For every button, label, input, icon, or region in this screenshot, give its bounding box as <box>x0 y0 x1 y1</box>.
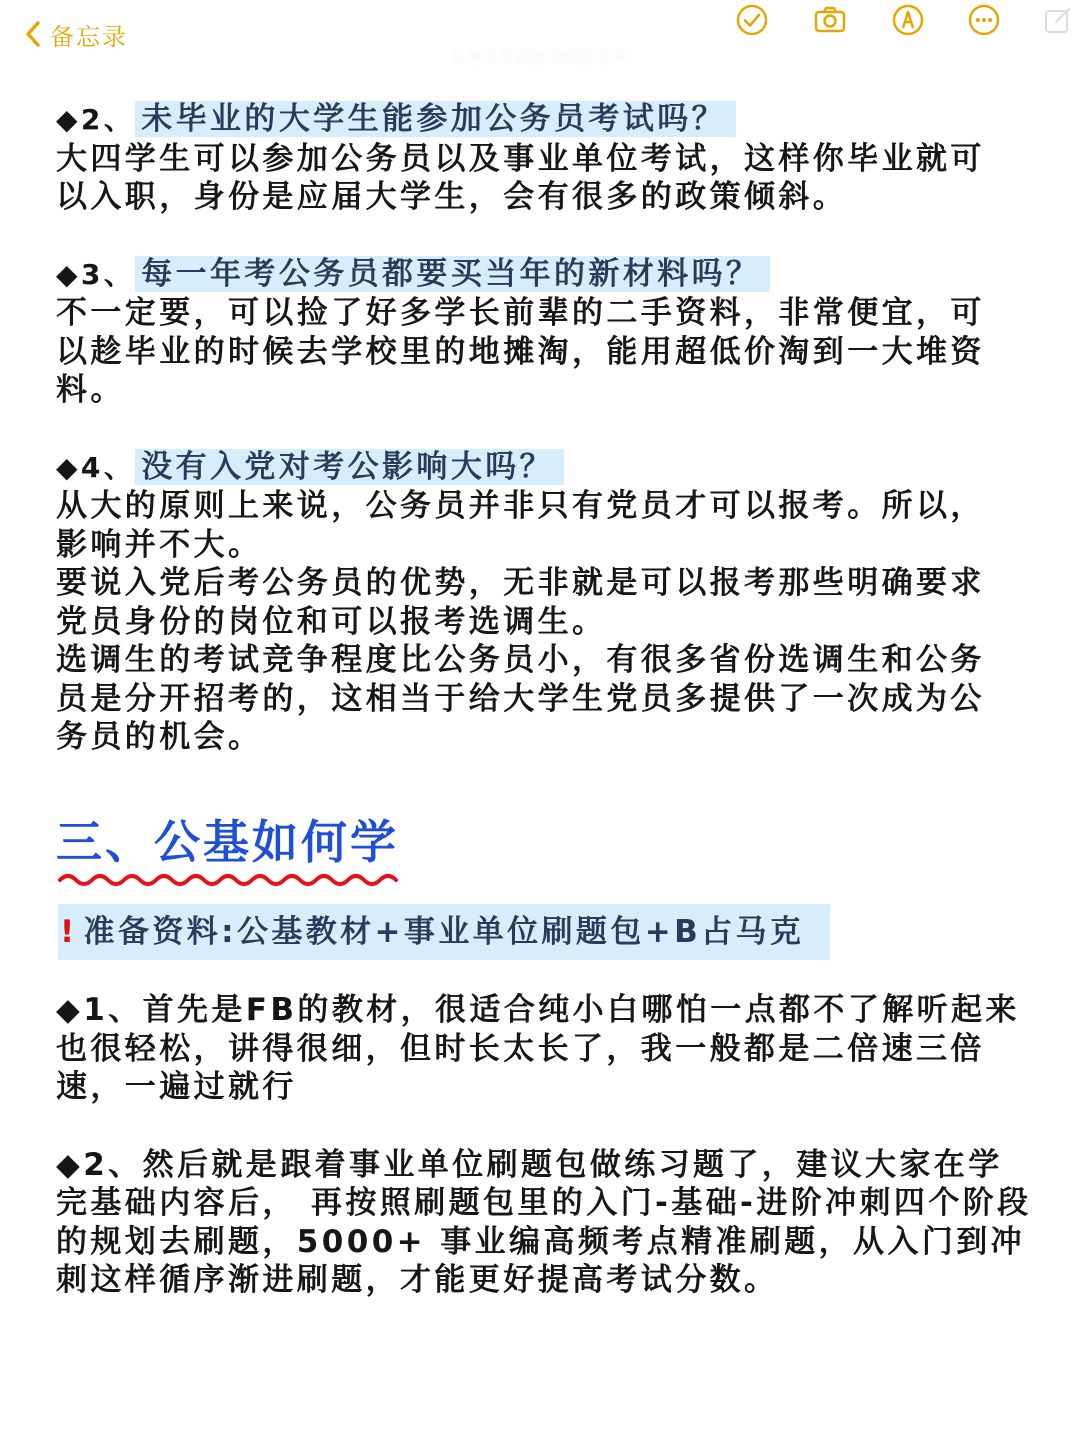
section-title: 三、公基如何学 <box>56 815 399 869</box>
answer-line: 务员的机会。 <box>56 719 263 755</box>
back-label: 备忘录 <box>50 22 128 51</box>
chevron-left-icon <box>22 19 44 49</box>
answer-line: 党员身份的岗位和可以报考选调生。 <box>56 603 607 640</box>
markup-button[interactable] <box>888 0 928 40</box>
qa-question: 每一年考公务员都要买当年的新材料吗？ <box>135 256 770 292</box>
more-ellipsis-icon <box>967 3 1001 37</box>
checkmark-circle-icon <box>735 3 769 37</box>
note-title-blurred: 公务员考试备考经验分享 <box>450 47 627 66</box>
steps-body[interactable] <box>56 991 1056 1300</box>
qa-number: ◆3、 <box>56 257 136 291</box>
step-line: 的规划去刷题，5000+ 事业编高频考点精准刷题，从入门到冲 <box>56 1223 1026 1260</box>
answer-line: 以入职，身份是应届大学生，会有很多的政策倾斜。 <box>56 179 848 215</box>
answer-line: 从大的原则上来说，公务员并非只有党员才可以报考。所以， <box>56 488 985 524</box>
step-item-2 <box>56 1146 1056 1300</box>
exclamation-icon: ! <box>60 914 78 950</box>
step-line: ◆1、首先是FB的教材，很适合纯小白哪怕一点都不了解听起来 <box>56 992 1020 1028</box>
answer-line: 影响并不大。 <box>56 526 263 563</box>
compose-button[interactable] <box>1038 0 1078 40</box>
answer-line: 员是分开招考的，这相当于给大学生党员多提供了一次成为公 <box>56 680 985 717</box>
qa-item-4 <box>56 448 1046 757</box>
step-line: 完基础内容后， 再按照刷题包里的入门-基础-进阶冲刺四个阶段 <box>56 1185 1032 1221</box>
compose-icon <box>1041 3 1075 37</box>
wavy-underline <box>58 872 410 888</box>
step-item-1 <box>56 991 1056 1107</box>
qa-question: 未毕业的大学生能参加公务员考试吗？ <box>135 101 736 137</box>
step-line: 刺这样循序渐进刷题，才能更好提高考试分数。 <box>56 1262 779 1298</box>
camera-button[interactable] <box>810 0 850 40</box>
qa-number: ◆2、 <box>56 103 136 136</box>
markup-pen-icon <box>891 3 925 37</box>
checklist-button[interactable] <box>732 0 772 40</box>
note-body[interactable] <box>56 100 1046 757</box>
camera-icon <box>813 3 847 37</box>
step-line: 速，一遍过就行 <box>56 1069 297 1105</box>
navigation-bar <box>0 0 1080 80</box>
step-line: ◆2、然后就是跟着事业单位刷题包做练习题了，建议大家在学 <box>56 1146 1003 1183</box>
qa-item-2 <box>56 100 1046 217</box>
qa-item-3 <box>56 255 1046 410</box>
prep-materials-text: 准备资料:公基教材+事业单位刷题包+B占马克 <box>83 914 805 950</box>
back-button[interactable] <box>22 14 128 54</box>
section-heading <box>56 812 399 892</box>
answer-line: 要说入党后考公务员的优势，无非就是可以报考那些明确要求 <box>56 565 985 601</box>
qa-question: 没有入党对考公影响大吗？ <box>135 449 564 485</box>
prep-materials <box>60 910 804 954</box>
answer-line: 大四学生可以参加公务员以及事业单位考试，这样你毕业就可 <box>56 140 985 177</box>
answer-line: 料。 <box>56 372 125 408</box>
answer-line: 选调生的考试竞争程度比公务员小，有很多省份选调生和公务 <box>56 642 985 678</box>
step-line: 也很轻松，讲得很细，但时长太长了，我一般都是二倍速三倍 <box>56 1030 985 1067</box>
more-button[interactable] <box>964 0 1004 40</box>
answer-line: 以趁毕业的时候去学校里的地摊淘，能用超低价淘到一大堆资 <box>56 333 985 370</box>
qa-number: ◆4、 <box>56 450 136 484</box>
answer-line: 不一定要，可以捡了好多学长前辈的二手资料，非常便宜，可 <box>56 295 985 331</box>
